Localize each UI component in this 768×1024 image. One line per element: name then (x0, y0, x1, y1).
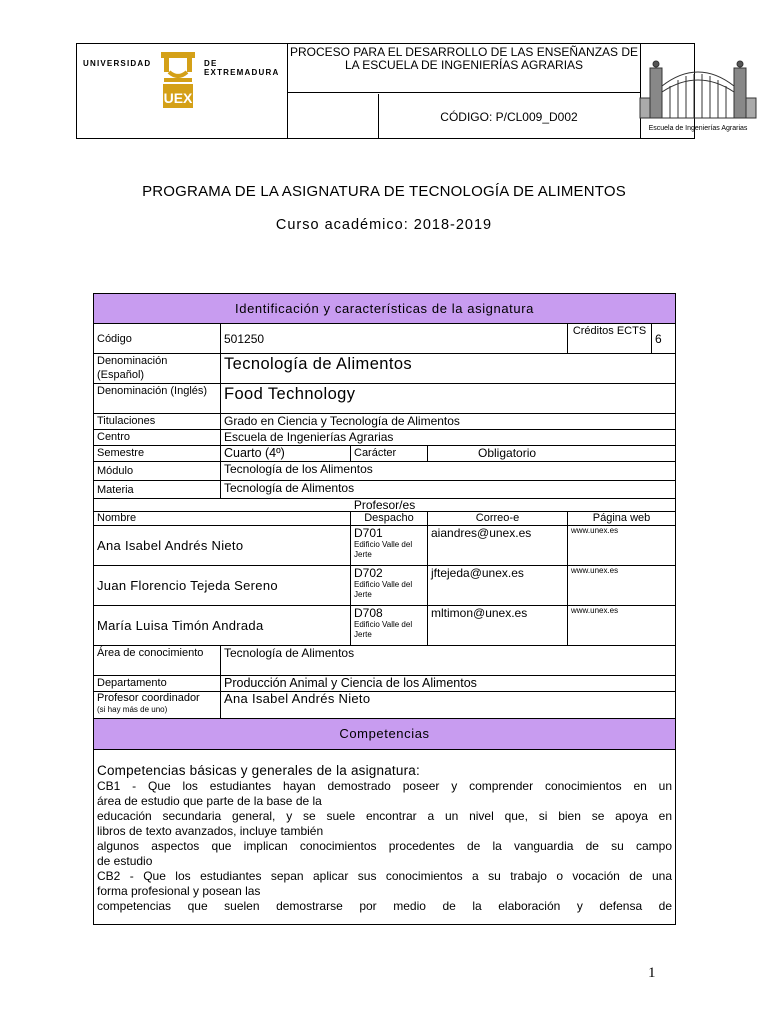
modulo-value: Tecnología de los Alimentos (221, 462, 676, 481)
professor-name: Ana Isabel Andrés Nieto (94, 526, 351, 566)
professor-office-cell (351, 526, 428, 566)
caracter-label: Carácter (351, 446, 428, 462)
centro-label: Centro (94, 430, 221, 446)
col-despacho-header: Despacho (351, 512, 428, 526)
professor-email[interactable]: jftejeda@unex.es (428, 566, 568, 606)
semestre-label: Semestre (94, 446, 221, 462)
creditos-value: 6 (652, 324, 676, 354)
caracter-value: Obligatorio (428, 446, 676, 462)
professor-row (94, 606, 676, 646)
col-correo-header: Correo-e (428, 512, 568, 526)
competencias-body (94, 750, 676, 925)
academic-year: Curso académico: 2018-2019 (275, 217, 493, 233)
section-identification-header: Identificación y características de la asignatura (94, 294, 676, 324)
professor-web[interactable]: www.unex.es (568, 566, 676, 606)
departamento-label: Departamento (94, 676, 221, 692)
professor-office: D701 (354, 526, 383, 540)
denominacion-es-value: Tecnología de Alimentos (221, 354, 676, 384)
competencia-line: competencias que suelen demostrarse por medio de la elaboración y defensa de (97, 899, 673, 913)
titulaciones-value: Grado en Ciencia y Tecnología de Alimentos (221, 414, 676, 430)
semestre-value: Cuarto (4º) (221, 446, 351, 462)
centro-value: Escuela de Ingenierías Agrarias (221, 430, 676, 446)
professor-web[interactable]: www.unex.es (568, 606, 676, 646)
area-label: Área de conocimiento (94, 646, 221, 676)
professor-building: Edificio Valle del Jerte (354, 620, 413, 639)
school-gate-icon (633, 48, 763, 133)
process-title-cell (288, 44, 641, 138)
professor-web[interactable]: www.unex.es (568, 526, 676, 566)
professor-email[interactable]: mltimon@unex.es (428, 606, 568, 646)
profesores-header: Profesor/es (94, 499, 676, 512)
document-code: CÓDIGO: P/CL009_D002 (440, 109, 578, 124)
professor-email[interactable]: aiandres@unex.es (428, 526, 568, 566)
course-table (93, 293, 675, 925)
modulo-label: Módulo (94, 462, 221, 481)
creditos-label: Créditos ECTS (568, 324, 652, 354)
denominacion-es-label: Denominación (Español) (94, 354, 221, 384)
competencia-line: CB2 - Que los estudiantes sepan aplicar sus conocimientos a su trabajo o vocación de una (97, 869, 673, 883)
professor-office: D708 (354, 606, 383, 620)
titulaciones-label: Titulaciones (94, 414, 221, 430)
codigo-value: 501250 (221, 324, 568, 354)
page-title: PROGRAMA DE LA ASIGNATURA DE TECNOLOGÍA DE ALIMENTOS (142, 183, 626, 200)
codigo-label: Código (94, 324, 221, 354)
professor-row (94, 526, 676, 566)
materia-value: Tecnología de Alimentos (221, 481, 676, 499)
process-title: PROCESO PARA EL DESARROLLO DE LAS ENSEÑANZAS DE LA ESCUELA DE INGENIERÍAS AGRARIAS (288, 44, 640, 93)
professor-office-cell (351, 606, 428, 646)
svg-text:UEX: UEX (163, 90, 193, 106)
professor-name: María Luisa Timón Andrada (94, 606, 351, 646)
competencia-line: de estudio (97, 854, 153, 868)
professor-name: Juan Florencio Tejeda Sereno (94, 566, 351, 606)
competencia-line: forma profesional y posean las (97, 884, 261, 898)
competencia-line: área de estudio que parte de la base de la (97, 794, 322, 808)
denominacion-en-label: Denominación (Inglés) (94, 384, 221, 414)
empty-cell (288, 94, 379, 139)
coordinador-label-cell (94, 692, 221, 719)
col-nombre-header: Nombre (94, 512, 351, 526)
professor-building: Edificio Valle del Jerte (354, 540, 413, 559)
coordinador-label: Profesor coordinador (97, 692, 200, 704)
svg-text:Escuela de Ingenierías Agraria: Escuela de Ingenierías Agrarias (648, 125, 748, 132)
competencias-heading: Competencias básicas y generales de la asignatura: (97, 763, 420, 778)
departamento-value: Producción Animal y Ciencia de los Alimentos (221, 676, 676, 692)
university-logo-cell (77, 44, 288, 138)
code-row (288, 94, 640, 139)
competencia-line: algunos aspectos que implican conocimientos procedentes de la vanguardia de su campo (97, 839, 673, 853)
professor-office-cell (351, 566, 428, 606)
competencia-line: CB1 - Que los estudiantes hayan demostrado poseer y comprender conocimientos en un (97, 779, 673, 793)
section-competencias-header: Competencias (94, 719, 676, 750)
professor-office: D702 (354, 566, 383, 580)
coordinador-value: Ana Isabel Andrés Nieto (221, 692, 676, 719)
school-crest-cell (641, 44, 748, 138)
professor-building: Edificio Valle del Jerte (354, 580, 413, 599)
page-number: 1 (648, 965, 656, 981)
university-name-right: DE EXTREMADURA (204, 59, 280, 77)
coordinador-sublabel: (si hay más de uno) (97, 705, 168, 714)
materia-label: Materia (94, 481, 221, 499)
area-value: Tecnología de Alimentos (221, 646, 676, 676)
university-name-left: UNIVERSIDAD (83, 59, 152, 68)
competencia-line: libros de texto avanzados, incluye también (97, 824, 324, 838)
professor-row (94, 566, 676, 606)
document-header (76, 43, 748, 139)
denominacion-en-value: Food Technology (221, 384, 676, 414)
competencia-line: educación secundaria general, y se suele encontrar a un nivel que, si bien se apoya en (97, 809, 673, 823)
uex-logo-icon (155, 48, 201, 112)
col-web-header: Página web (568, 512, 676, 526)
